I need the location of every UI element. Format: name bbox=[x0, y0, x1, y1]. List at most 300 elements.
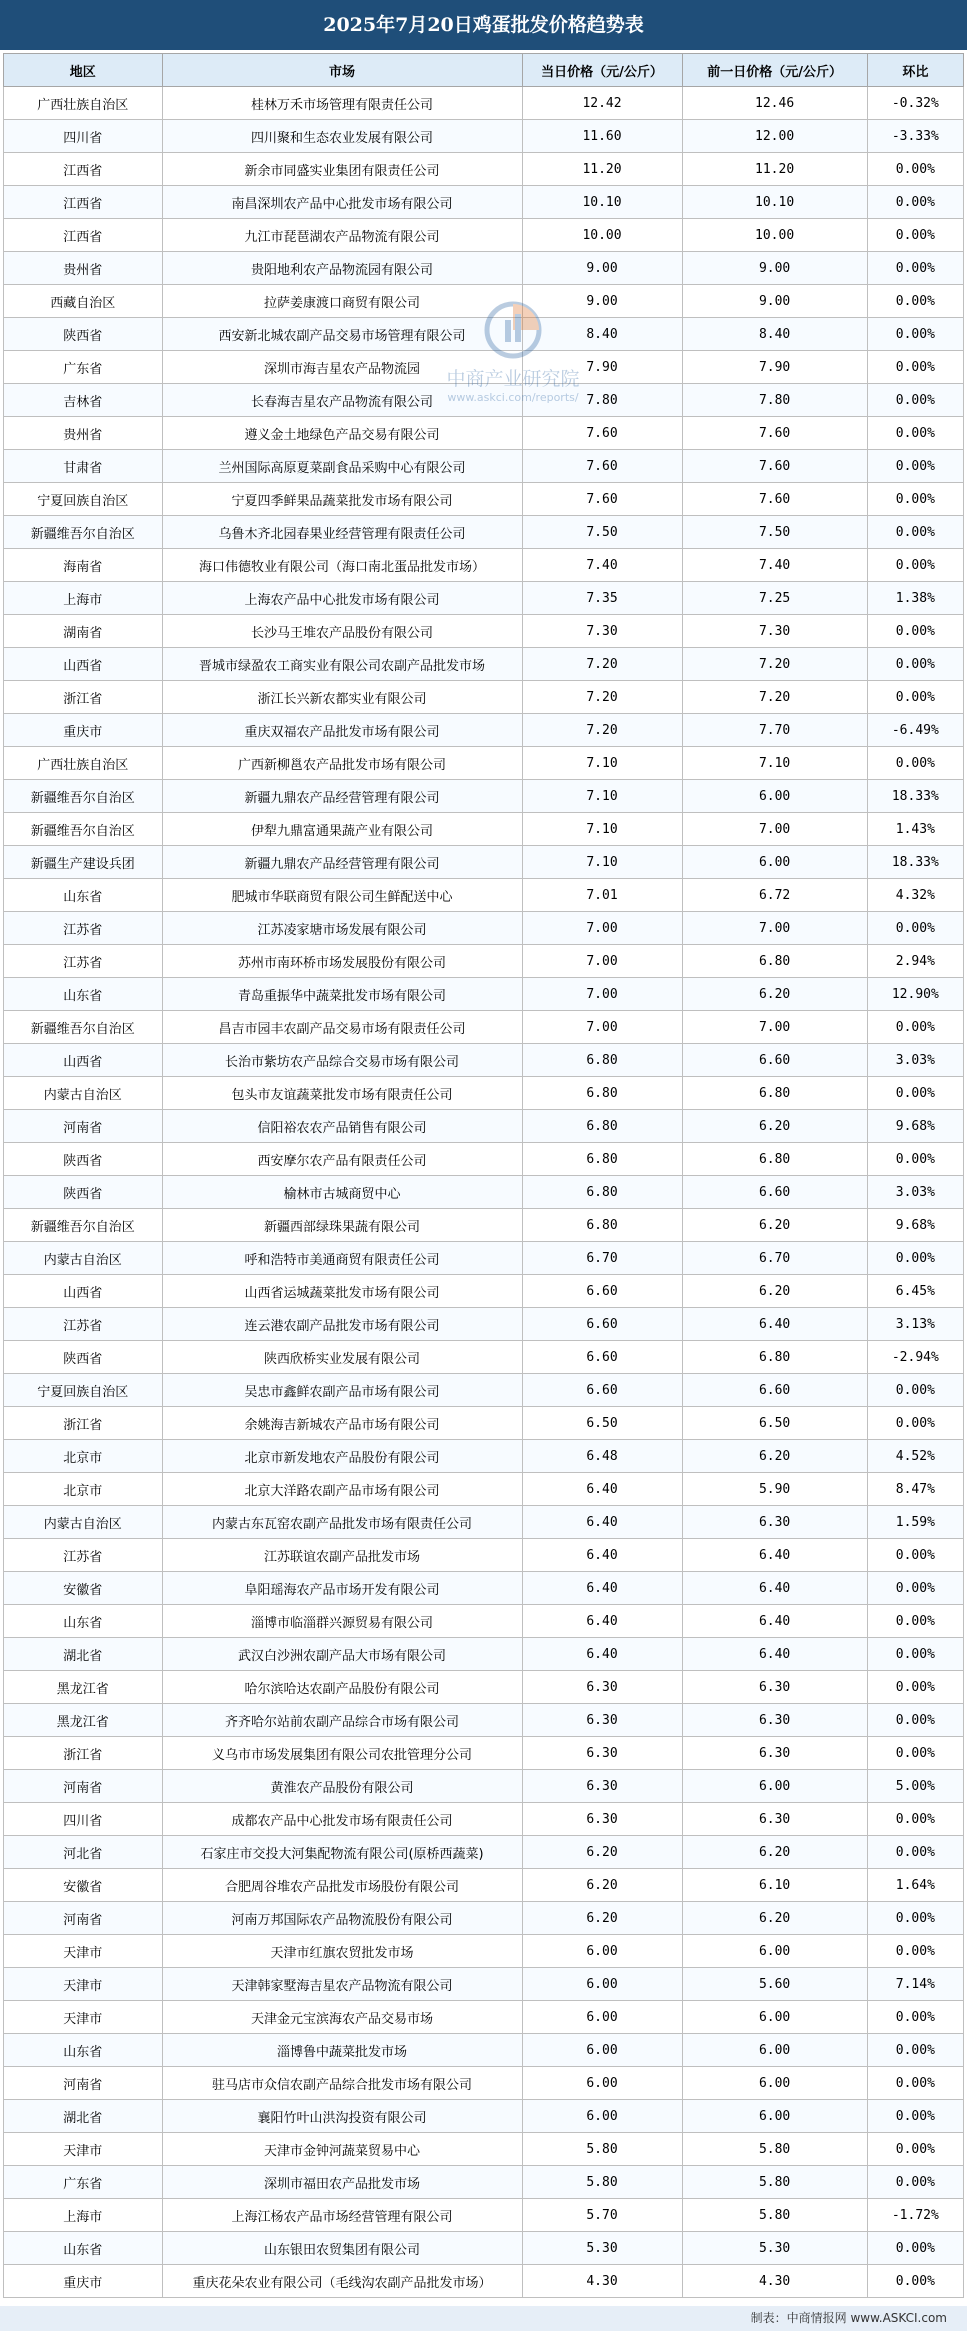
change-cell: 0.00% bbox=[867, 1011, 963, 1044]
change-cell: -2.94% bbox=[867, 1341, 963, 1374]
region-cell: 浙江省 bbox=[4, 1407, 163, 1440]
prev-price-cell: 7.60 bbox=[682, 450, 867, 483]
table-row bbox=[4, 879, 964, 912]
table-row bbox=[4, 153, 964, 186]
today-price-cell: 7.90 bbox=[522, 351, 682, 384]
today-price-cell: 6.40 bbox=[522, 1605, 682, 1638]
table-row bbox=[4, 252, 964, 285]
prev-price-cell: 11.20 bbox=[682, 153, 867, 186]
region-cell: 山东省 bbox=[4, 879, 163, 912]
table-row bbox=[4, 978, 964, 1011]
change-cell: 0.00% bbox=[867, 516, 963, 549]
header-row bbox=[4, 54, 964, 87]
change-cell: 6.45% bbox=[867, 1275, 963, 1308]
change-cell: -0.32% bbox=[867, 87, 963, 120]
market-cell: 包头市友谊蔬菜批发市场有限责任公司 bbox=[162, 1077, 522, 1110]
market-cell: 呼和浩特市美通商贸有限责任公司 bbox=[162, 1242, 522, 1275]
source-note: 制表：中商情报网 www.ASKCI.com bbox=[0, 2306, 967, 2331]
region-cell: 广东省 bbox=[4, 351, 163, 384]
region-cell: 贵州省 bbox=[4, 417, 163, 450]
region-cell: 浙江省 bbox=[4, 1737, 163, 1770]
prev-price-cell: 12.00 bbox=[682, 120, 867, 153]
table-row bbox=[4, 2133, 964, 2166]
column-header: 地区 bbox=[4, 54, 163, 87]
prev-price-cell: 7.90 bbox=[682, 351, 867, 384]
watermark-text: 中商产业研究院 bbox=[446, 368, 580, 390]
prev-price-cell: 5.90 bbox=[682, 1473, 867, 1506]
table-row bbox=[4, 912, 964, 945]
table-row bbox=[4, 2067, 964, 2100]
today-price-cell: 6.48 bbox=[522, 1440, 682, 1473]
today-price-cell: 6.80 bbox=[522, 1209, 682, 1242]
region-cell: 宁夏回族自治区 bbox=[4, 483, 163, 516]
table-row bbox=[4, 582, 964, 615]
table-row bbox=[4, 516, 964, 549]
today-price-cell: 8.40 bbox=[522, 318, 682, 351]
table-row bbox=[4, 1572, 964, 1605]
table-row bbox=[4, 714, 964, 747]
region-cell: 天津市 bbox=[4, 1968, 163, 2001]
today-price-cell: 7.00 bbox=[522, 945, 682, 978]
market-cell: 天津市金钟河蔬菜贸易中心 bbox=[162, 2133, 522, 2166]
market-cell: 榆林市古城商贸中心 bbox=[162, 1176, 522, 1209]
today-price-cell: 6.00 bbox=[522, 2100, 682, 2133]
change-cell: 0.00% bbox=[867, 1077, 963, 1110]
region-cell: 内蒙古自治区 bbox=[4, 1242, 163, 1275]
today-price-cell: 7.40 bbox=[522, 549, 682, 582]
table-row bbox=[4, 648, 964, 681]
change-cell: 0.00% bbox=[867, 2067, 963, 2100]
change-cell: 0.00% bbox=[867, 1407, 963, 1440]
region-cell: 黑龙江省 bbox=[4, 1671, 163, 1704]
today-price-cell: 12.42 bbox=[522, 87, 682, 120]
table-row bbox=[4, 1638, 964, 1671]
region-cell: 西藏自治区 bbox=[4, 285, 163, 318]
prev-price-cell: 6.40 bbox=[682, 1605, 867, 1638]
table-row bbox=[4, 483, 964, 516]
change-cell: 3.13% bbox=[867, 1308, 963, 1341]
change-cell: 7.14% bbox=[867, 1968, 963, 2001]
market-cell: 余姚海吉新城农产品市场有限公司 bbox=[162, 1407, 522, 1440]
market-cell: 淄博市临淄群兴源贸易有限公司 bbox=[162, 1605, 522, 1638]
region-cell: 河南省 bbox=[4, 1110, 163, 1143]
change-cell: 9.68% bbox=[867, 1209, 963, 1242]
region-cell: 新疆维吾尔自治区 bbox=[4, 780, 163, 813]
today-price-cell: 5.30 bbox=[522, 2232, 682, 2265]
today-price-cell: 6.60 bbox=[522, 1341, 682, 1374]
market-cell: 海口伟德牧业有限公司（海口南北蛋品批发市场） bbox=[162, 549, 522, 582]
prev-price-cell: 7.70 bbox=[682, 714, 867, 747]
prev-price-cell: 6.72 bbox=[682, 879, 867, 912]
table-row bbox=[4, 219, 964, 252]
region-cell: 海南省 bbox=[4, 549, 163, 582]
region-cell: 江西省 bbox=[4, 153, 163, 186]
change-cell: 18.33% bbox=[867, 780, 963, 813]
region-cell: 陕西省 bbox=[4, 1143, 163, 1176]
prev-price-cell: 6.80 bbox=[682, 1341, 867, 1374]
table-row bbox=[4, 1803, 964, 1836]
region-cell: 广西壮族自治区 bbox=[4, 747, 163, 780]
market-cell: 重庆双福农产品批发市场有限公司 bbox=[162, 714, 522, 747]
today-price-cell: 6.60 bbox=[522, 1275, 682, 1308]
change-cell: 0.00% bbox=[867, 2100, 963, 2133]
today-price-cell: 7.10 bbox=[522, 780, 682, 813]
region-cell: 天津市 bbox=[4, 1935, 163, 1968]
today-price-cell: 6.60 bbox=[522, 1308, 682, 1341]
today-price-cell: 6.80 bbox=[522, 1044, 682, 1077]
market-cell: 四川聚和生态农业发展有限公司 bbox=[162, 120, 522, 153]
prev-price-cell: 6.00 bbox=[682, 2100, 867, 2133]
region-cell: 安徽省 bbox=[4, 1572, 163, 1605]
region-cell: 北京市 bbox=[4, 1473, 163, 1506]
change-cell: 0.00% bbox=[867, 417, 963, 450]
region-cell: 江西省 bbox=[4, 219, 163, 252]
change-cell: 0.00% bbox=[867, 1242, 963, 1275]
table-row bbox=[4, 2100, 964, 2133]
table-row bbox=[4, 1869, 964, 1902]
region-cell: 四川省 bbox=[4, 1803, 163, 1836]
today-price-cell: 7.00 bbox=[522, 912, 682, 945]
market-cell: 南昌深圳农产品中心批发市场有限公司 bbox=[162, 186, 522, 219]
today-price-cell: 6.50 bbox=[522, 1407, 682, 1440]
market-cell: 遵义金土地绿色产品交易有限公司 bbox=[162, 417, 522, 450]
prev-price-cell: 5.30 bbox=[682, 2232, 867, 2265]
today-price-cell: 7.01 bbox=[522, 879, 682, 912]
market-cell: 乌鲁木齐北园春果业经营管理有限责任公司 bbox=[162, 516, 522, 549]
region-cell: 吉林省 bbox=[4, 384, 163, 417]
market-cell: 上海农产品中心批发市场有限公司 bbox=[162, 582, 522, 615]
change-cell: 0.00% bbox=[867, 1902, 963, 1935]
table-row bbox=[4, 1143, 964, 1176]
today-price-cell: 6.20 bbox=[522, 1869, 682, 1902]
today-price-cell: 6.20 bbox=[522, 1836, 682, 1869]
table-row bbox=[4, 417, 964, 450]
market-cell: 长春海吉星农产品物流有限公司 bbox=[162, 384, 522, 417]
today-price-cell: 6.80 bbox=[522, 1143, 682, 1176]
change-cell: 0.00% bbox=[867, 1704, 963, 1737]
change-cell: 0.00% bbox=[867, 483, 963, 516]
change-cell: 8.47% bbox=[867, 1473, 963, 1506]
region-cell: 浙江省 bbox=[4, 681, 163, 714]
market-cell: 天津金元宝滨海农产品交易市场 bbox=[162, 2001, 522, 2034]
today-price-cell: 6.30 bbox=[522, 1671, 682, 1704]
region-cell: 新疆维吾尔自治区 bbox=[4, 516, 163, 549]
market-cell: 九江市琵琶湖农产品物流有限公司 bbox=[162, 219, 522, 252]
today-price-cell: 10.10 bbox=[522, 186, 682, 219]
table-row bbox=[4, 2001, 964, 2034]
today-price-cell: 7.00 bbox=[522, 978, 682, 1011]
today-price-cell: 6.40 bbox=[522, 1506, 682, 1539]
prev-price-cell: 7.10 bbox=[682, 747, 867, 780]
today-price-cell: 6.70 bbox=[522, 1242, 682, 1275]
change-cell: 0.00% bbox=[867, 1143, 963, 1176]
table-row bbox=[4, 549, 964, 582]
today-price-cell: 7.00 bbox=[522, 1011, 682, 1044]
change-cell: 0.00% bbox=[867, 1737, 963, 1770]
today-price-cell: 6.80 bbox=[522, 1176, 682, 1209]
region-cell: 广西壮族自治区 bbox=[4, 87, 163, 120]
prev-price-cell: 5.80 bbox=[682, 2133, 867, 2166]
table-row bbox=[4, 2265, 964, 2298]
market-cell: 襄阳竹叶山洪沟投资有限公司 bbox=[162, 2100, 522, 2133]
prev-price-cell: 7.60 bbox=[682, 417, 867, 450]
change-cell: 1.59% bbox=[867, 1506, 963, 1539]
market-cell: 兰州国际高原夏菜副食品采购中心有限公司 bbox=[162, 450, 522, 483]
prev-price-cell: 6.30 bbox=[682, 1704, 867, 1737]
prev-price-cell: 7.60 bbox=[682, 483, 867, 516]
table-row bbox=[4, 450, 964, 483]
change-cell: 1.43% bbox=[867, 813, 963, 846]
region-cell: 四川省 bbox=[4, 120, 163, 153]
region-cell: 河南省 bbox=[4, 1770, 163, 1803]
market-cell: 西安摩尔农产品有限责任公司 bbox=[162, 1143, 522, 1176]
today-price-cell: 6.30 bbox=[522, 1803, 682, 1836]
region-cell: 江苏省 bbox=[4, 1308, 163, 1341]
change-cell: 2.94% bbox=[867, 945, 963, 978]
change-cell: -3.33% bbox=[867, 120, 963, 153]
region-cell: 甘肃省 bbox=[4, 450, 163, 483]
today-price-cell: 7.50 bbox=[522, 516, 682, 549]
table-row bbox=[4, 1374, 964, 1407]
today-price-cell: 7.20 bbox=[522, 681, 682, 714]
change-cell: 0.00% bbox=[867, 450, 963, 483]
prev-price-cell: 7.25 bbox=[682, 582, 867, 615]
market-cell: 天津韩家墅海吉星农产品物流有限公司 bbox=[162, 1968, 522, 2001]
table-row bbox=[4, 1836, 964, 1869]
today-price-cell: 6.80 bbox=[522, 1110, 682, 1143]
market-cell: 长沙马王堆农产品股份有限公司 bbox=[162, 615, 522, 648]
table-row bbox=[4, 1308, 964, 1341]
market-cell: 江苏联谊农副产品批发市场 bbox=[162, 1539, 522, 1572]
today-price-cell: 6.00 bbox=[522, 1935, 682, 1968]
region-cell: 江西省 bbox=[4, 186, 163, 219]
change-cell: 0.00% bbox=[867, 648, 963, 681]
today-price-cell: 7.30 bbox=[522, 615, 682, 648]
prev-price-cell: 6.60 bbox=[682, 1374, 867, 1407]
prev-price-cell: 9.00 bbox=[682, 252, 867, 285]
table-row bbox=[4, 780, 964, 813]
column-header: 当日价格（元/公斤） bbox=[522, 54, 682, 87]
table-row bbox=[4, 1341, 964, 1374]
prev-price-cell: 9.00 bbox=[682, 285, 867, 318]
change-cell: 3.03% bbox=[867, 1176, 963, 1209]
market-cell: 深圳市福田农产品批发市场 bbox=[162, 2166, 522, 2199]
prev-price-cell: 7.20 bbox=[682, 681, 867, 714]
region-cell: 内蒙古自治区 bbox=[4, 1077, 163, 1110]
prev-price-cell: 6.70 bbox=[682, 1242, 867, 1275]
table-body bbox=[4, 87, 964, 2298]
region-cell: 江苏省 bbox=[4, 945, 163, 978]
today-price-cell: 7.20 bbox=[522, 714, 682, 747]
market-cell: 西安新北城农副产品交易市场管理有限公司 bbox=[162, 318, 522, 351]
region-cell: 贵州省 bbox=[4, 252, 163, 285]
market-cell: 贵阳地利农产品物流园有限公司 bbox=[162, 252, 522, 285]
prev-price-cell: 7.20 bbox=[682, 648, 867, 681]
change-cell: 0.00% bbox=[867, 2265, 963, 2298]
table-row bbox=[4, 1737, 964, 1770]
today-price-cell: 6.00 bbox=[522, 2001, 682, 2034]
today-price-cell: 6.60 bbox=[522, 1374, 682, 1407]
market-cell: 北京市新发地农产品股份有限公司 bbox=[162, 1440, 522, 1473]
change-cell: -1.72% bbox=[867, 2199, 963, 2232]
market-cell: 连云港农副产品批发市场有限公司 bbox=[162, 1308, 522, 1341]
market-cell: 新疆九鼎农产品经营管理有限公司 bbox=[162, 846, 522, 879]
today-price-cell: 11.60 bbox=[522, 120, 682, 153]
prev-price-cell: 6.80 bbox=[682, 945, 867, 978]
region-cell: 陕西省 bbox=[4, 1176, 163, 1209]
table-row bbox=[4, 2166, 964, 2199]
table-row bbox=[4, 87, 964, 120]
table-row bbox=[4, 1011, 964, 1044]
prev-price-cell: 6.40 bbox=[682, 1308, 867, 1341]
change-cell: 0.00% bbox=[867, 2232, 963, 2265]
region-cell: 江苏省 bbox=[4, 912, 163, 945]
prev-price-cell: 7.50 bbox=[682, 516, 867, 549]
market-cell: 阜阳瑶海农产品市场开发有限公司 bbox=[162, 1572, 522, 1605]
prev-price-cell: 7.00 bbox=[682, 813, 867, 846]
today-price-cell: 7.60 bbox=[522, 483, 682, 516]
prev-price-cell: 6.20 bbox=[682, 1275, 867, 1308]
table-row bbox=[4, 351, 964, 384]
prev-price-cell: 6.40 bbox=[682, 1638, 867, 1671]
change-cell: -6.49% bbox=[867, 714, 963, 747]
prev-price-cell: 6.00 bbox=[682, 2001, 867, 2034]
change-cell: 0.00% bbox=[867, 186, 963, 219]
change-cell: 0.00% bbox=[867, 285, 963, 318]
market-cell: 宁夏四季鲜果品蔬菜批发市场有限公司 bbox=[162, 483, 522, 516]
today-price-cell: 7.80 bbox=[522, 384, 682, 417]
prev-price-cell: 6.00 bbox=[682, 1770, 867, 1803]
table-row bbox=[4, 2232, 964, 2265]
market-cell: 伊犁九鼎富通果蔬产业有限公司 bbox=[162, 813, 522, 846]
change-cell: 0.00% bbox=[867, 351, 963, 384]
market-cell: 武汉白沙洲农副产品大市场有限公司 bbox=[162, 1638, 522, 1671]
today-price-cell: 7.10 bbox=[522, 747, 682, 780]
change-cell: 0.00% bbox=[867, 219, 963, 252]
table-row bbox=[4, 2034, 964, 2067]
prev-price-cell: 6.80 bbox=[682, 1077, 867, 1110]
prev-price-cell: 6.00 bbox=[682, 1935, 867, 1968]
region-cell: 天津市 bbox=[4, 2133, 163, 2166]
prev-price-cell: 6.50 bbox=[682, 1407, 867, 1440]
change-cell: 0.00% bbox=[867, 549, 963, 582]
market-cell: 江苏凌家塘市场发展有限公司 bbox=[162, 912, 522, 945]
change-cell: 4.52% bbox=[867, 1440, 963, 1473]
prev-price-cell: 5.60 bbox=[682, 1968, 867, 2001]
change-cell: 0.00% bbox=[867, 2034, 963, 2067]
prev-price-cell: 6.80 bbox=[682, 1143, 867, 1176]
prev-price-cell: 7.30 bbox=[682, 615, 867, 648]
table-row bbox=[4, 1671, 964, 1704]
region-cell: 山西省 bbox=[4, 1275, 163, 1308]
change-cell: 0.00% bbox=[867, 1836, 963, 1869]
column-header: 前一日价格（元/公斤） bbox=[682, 54, 867, 87]
table-row bbox=[4, 681, 964, 714]
market-cell: 拉萨姜康渡口商贸有限公司 bbox=[162, 285, 522, 318]
region-cell: 山东省 bbox=[4, 2232, 163, 2265]
change-cell: 0.00% bbox=[867, 2001, 963, 2034]
region-cell: 山东省 bbox=[4, 978, 163, 1011]
prev-price-cell: 8.40 bbox=[682, 318, 867, 351]
watermark-url: www.askci.com/reports/ bbox=[447, 391, 579, 404]
prev-price-cell: 6.30 bbox=[682, 1671, 867, 1704]
market-cell: 山东银田农贸集团有限公司 bbox=[162, 2232, 522, 2265]
market-cell: 新余市同盛实业集团有限责任公司 bbox=[162, 153, 522, 186]
market-cell: 信阳裕农农产品销售有限公司 bbox=[162, 1110, 522, 1143]
market-cell: 内蒙古东瓦窑农副产品批发市场有限责任公司 bbox=[162, 1506, 522, 1539]
table-row bbox=[4, 1110, 964, 1143]
region-cell: 新疆生产建设兵团 bbox=[4, 846, 163, 879]
table-row bbox=[4, 120, 964, 153]
region-cell: 重庆市 bbox=[4, 2265, 163, 2298]
change-cell: 18.33% bbox=[867, 846, 963, 879]
prev-price-cell: 10.00 bbox=[682, 219, 867, 252]
table-header bbox=[4, 54, 964, 87]
table-row bbox=[4, 285, 964, 318]
table-row bbox=[4, 1242, 964, 1275]
market-cell: 石家庄市交投大河集配物流有限公司(原桥西蔬菜) bbox=[162, 1836, 522, 1869]
table-row bbox=[4, 813, 964, 846]
market-cell: 吴忠市鑫鲜农副产品市场有限公司 bbox=[162, 1374, 522, 1407]
table-row bbox=[4, 1968, 964, 2001]
today-price-cell: 11.20 bbox=[522, 153, 682, 186]
table-row bbox=[4, 747, 964, 780]
today-price-cell: 6.00 bbox=[522, 1968, 682, 2001]
change-cell: 0.00% bbox=[867, 615, 963, 648]
region-cell: 广东省 bbox=[4, 2166, 163, 2199]
prev-price-cell: 6.60 bbox=[682, 1044, 867, 1077]
region-cell: 黑龙江省 bbox=[4, 1704, 163, 1737]
region-cell: 湖南省 bbox=[4, 615, 163, 648]
prev-price-cell: 5.80 bbox=[682, 2199, 867, 2232]
table-row bbox=[4, 1902, 964, 1935]
table-row bbox=[4, 1077, 964, 1110]
region-cell: 湖北省 bbox=[4, 2100, 163, 2133]
change-cell: 9.68% bbox=[867, 1110, 963, 1143]
table-row bbox=[4, 1473, 964, 1506]
region-cell: 湖北省 bbox=[4, 1638, 163, 1671]
prev-price-cell: 7.00 bbox=[682, 912, 867, 945]
today-price-cell: 7.10 bbox=[522, 813, 682, 846]
market-cell: 河南万邦国际农产品物流股份有限公司 bbox=[162, 1902, 522, 1935]
prev-price-cell: 6.20 bbox=[682, 1209, 867, 1242]
today-price-cell: 4.30 bbox=[522, 2265, 682, 2298]
table-row bbox=[4, 1605, 964, 1638]
market-cell: 桂林万禾市场管理有限责任公司 bbox=[162, 87, 522, 120]
region-cell: 上海市 bbox=[4, 2199, 163, 2232]
change-cell: 12.90% bbox=[867, 978, 963, 1011]
region-cell: 新疆维吾尔自治区 bbox=[4, 1011, 163, 1044]
table-row bbox=[4, 318, 964, 351]
today-price-cell: 6.00 bbox=[522, 2034, 682, 2067]
change-cell: 1.38% bbox=[867, 582, 963, 615]
market-cell: 新疆九鼎农产品经营管理有限公司 bbox=[162, 780, 522, 813]
change-cell: 0.00% bbox=[867, 1605, 963, 1638]
market-cell: 陕西欣桥实业发展有限公司 bbox=[162, 1341, 522, 1374]
today-price-cell: 5.80 bbox=[522, 2166, 682, 2199]
market-cell: 青岛重振华中蔬菜批发市场有限公司 bbox=[162, 978, 522, 1011]
table-row bbox=[4, 615, 964, 648]
egg-price-table bbox=[3, 53, 964, 2298]
change-cell: 4.32% bbox=[867, 879, 963, 912]
table-row bbox=[4, 846, 964, 879]
prev-price-cell: 10.10 bbox=[682, 186, 867, 219]
change-cell: 0.00% bbox=[867, 1572, 963, 1605]
column-header: 市场 bbox=[162, 54, 522, 87]
change-cell: 0.00% bbox=[867, 1638, 963, 1671]
change-cell: 5.00% bbox=[867, 1770, 963, 1803]
today-price-cell: 5.80 bbox=[522, 2133, 682, 2166]
